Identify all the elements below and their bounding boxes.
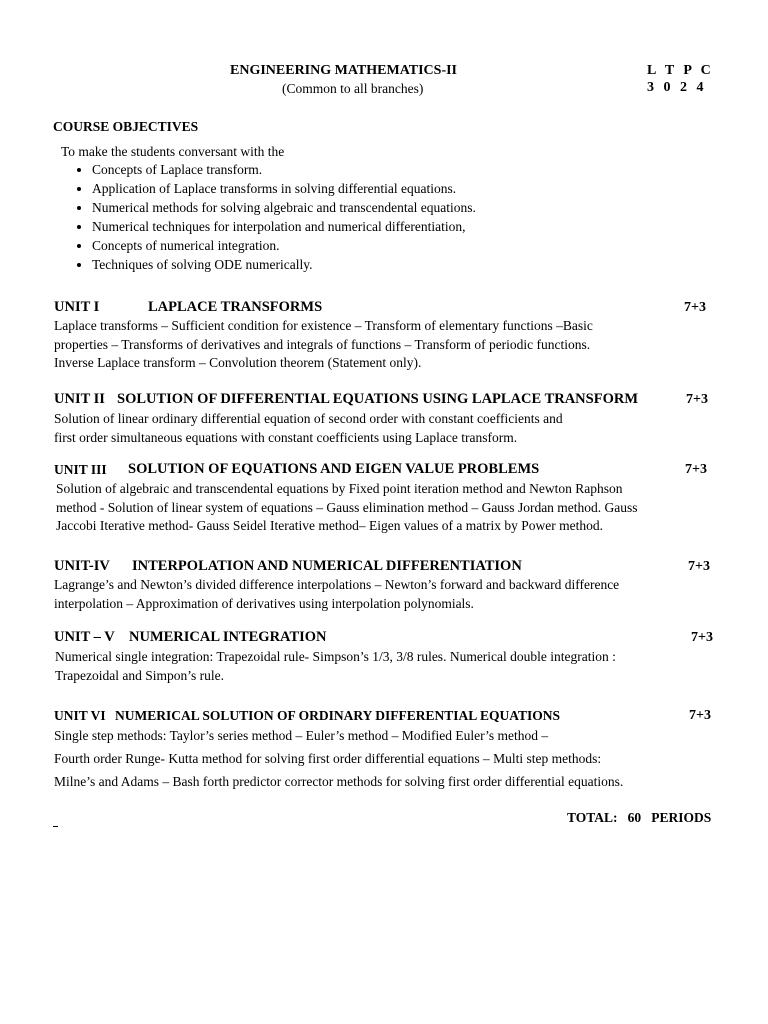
unit-2-body (54, 410, 563, 447)
stray-dash (53, 826, 58, 827)
objective-item: • Techniques of solving ODE numerically. (92, 255, 476, 274)
unit-5-line: Numerical single integration: Trapezoidal rule- Simpson’s 1/3, 3/8 rules. Numerical double integration : (55, 649, 616, 664)
unit-2-title: SOLUTION OF DIFFERENTIAL EQUATIONS USING LAPLACE TRANSFORM (117, 391, 639, 407)
unit-5-title: NUMERICAL INTEGRATION (129, 629, 327, 645)
unit-1-line: Inverse Laplace transform – Convolution theorem (Statement only). (54, 355, 422, 370)
unit-2-label: UNIT II (54, 391, 105, 407)
unit-5-body (55, 648, 616, 685)
objective-item: • Concepts of numerical integration. (92, 236, 476, 255)
unit-4-line: interpolation – Approximation of derivatives using interpolation polynomials. (54, 595, 474, 611)
unit-6-label: UNIT VI (54, 708, 106, 723)
unit-4-line: Lagrange’s and Newton’s divided difference interpolations – Newton’s forward and backward difference (54, 577, 620, 592)
unit-5-line: Trapezoidal and Simpon’s rule. (55, 667, 224, 683)
unit-6-title: NUMERICAL SOLUTION OF ORDINARY DIFFERENTIAL EQUATIONS (115, 708, 560, 723)
course-subtitle: (Common to all branches) (282, 81, 424, 96)
unit-1-line: Laplace transforms – Sufficient condition for existence – Transform of elementary functions –Basic (54, 318, 593, 333)
unit-1-title: LAPLACE TRANSFORMS (148, 299, 323, 315)
course-title: ENGINEERING MATHEMATICS-II (230, 63, 458, 78)
unit-6-body (54, 724, 623, 793)
unit-3-title: SOLUTION OF EQUATIONS AND EIGEN VALUE PROBLEMS (128, 461, 540, 477)
total-periods: TOTAL: 60 PERIODS (567, 810, 712, 825)
unit-3-line: Jaccobi Iterative method- Gauss Seidel Iterative method– Eigen values of a matrix by Power method. (56, 518, 603, 533)
objectives-heading: COURSE OBJECTIVES (53, 119, 199, 134)
unit-2-hours: 7+3 (686, 392, 708, 407)
unit-5-label: UNIT – V (54, 629, 115, 645)
ltpc-values: 3 0 2 4 (647, 80, 707, 95)
unit-4-label: UNIT-IV (54, 558, 110, 574)
unit-1-hours: 7+3 (684, 300, 706, 315)
objective-item: • Numerical techniques for interpolation and numerical differentiation, (92, 217, 476, 236)
objective-item: • Concepts of Laplace transform. (92, 160, 476, 179)
objectives-list (74, 160, 476, 274)
unit-5-hours: 7+3 (691, 630, 713, 645)
unit-4-title: INTERPOLATION AND NUMERICAL DIFFERENTIATION (132, 558, 522, 574)
objective-item: • Numerical methods for solving algebraic and transcendental equations. (92, 198, 476, 217)
unit-6-line: Single step methods: Taylor’s series method – Euler’s method – Modified Euler’s method – (54, 728, 549, 743)
unit-3-hours: 7+3 (685, 462, 707, 477)
unit-3-body (56, 480, 638, 536)
unit-4-body (54, 576, 619, 613)
unit-3-line: Solution of algebraic and transcendental equations by Fixed point iteration method and Newton Raphson (56, 481, 623, 496)
unit-1-label: UNIT I (54, 299, 100, 315)
unit-2-line: first order simultaneous equations with constant coefficients using Laplace transform. (54, 429, 518, 445)
unit-6-hours: 7+3 (689, 708, 711, 723)
unit-3-label: UNIT III (54, 462, 107, 477)
unit-4-hours: 7+3 (688, 559, 710, 574)
unit-1-line: properties – Transforms of derivatives and integrals of functions – Transform of periodic functions. (54, 336, 591, 352)
unit-6-line: Milne’s and Adams – Bash forth predictor corrector methods for solving first order differential equations. (54, 774, 624, 789)
unit-1-body (54, 317, 593, 373)
ltpc-label: L T P C (647, 63, 714, 78)
objectives-intro: To make the students conversant with the (61, 144, 285, 159)
unit-3-line: method - Solution of linear system of equations – Gauss elimination method – Gauss Jordan method. Gauss (56, 499, 638, 515)
unit-2-line: Solution of linear ordinary differential equation of second order with constant coefficients and (54, 411, 563, 426)
objective-item: • Application of Laplace transforms in solving differential equations. (92, 179, 476, 198)
unit-6-line: Fourth order Runge- Kutta method for solving first order differential equations – Multi step methods: (54, 751, 602, 766)
